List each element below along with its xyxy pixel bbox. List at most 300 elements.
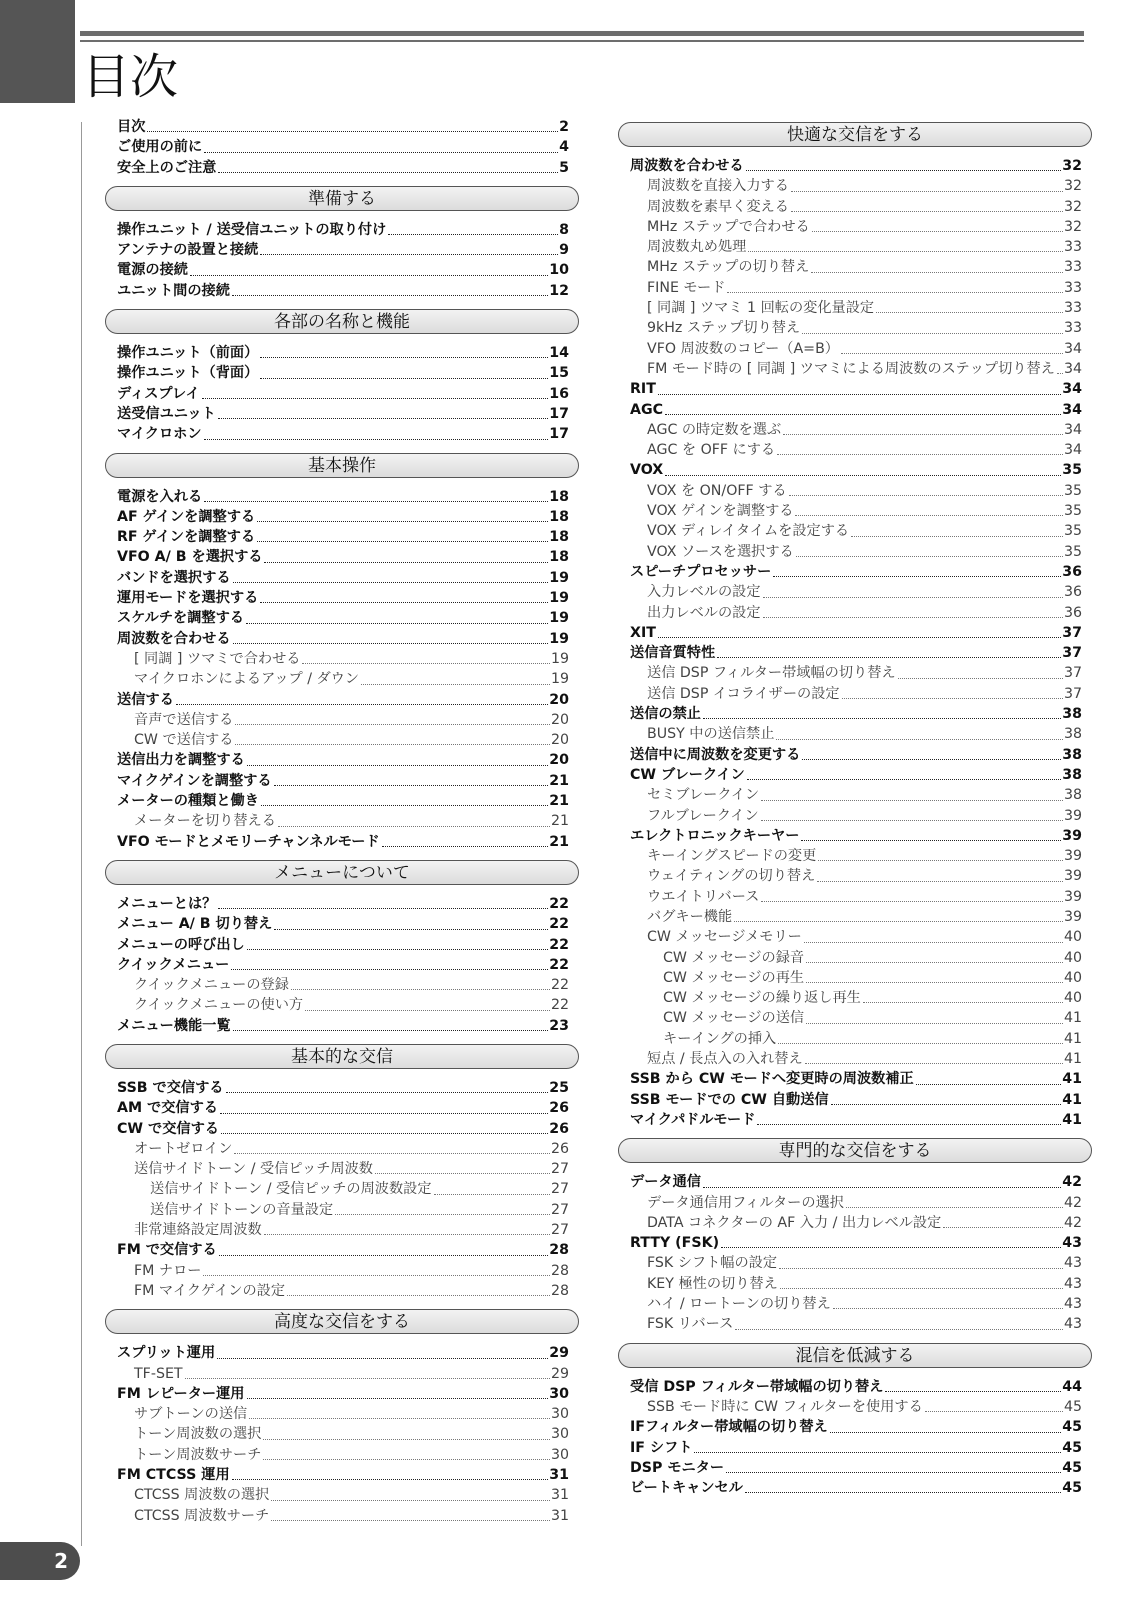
- toc-entry[interactable]: [117, 1159, 569, 1179]
- toc-entry[interactable]: [630, 866, 1082, 886]
- dot-leader: [898, 678, 1063, 679]
- toc-entry[interactable]: [630, 745, 1082, 765]
- toc-entry[interactable]: [117, 1240, 569, 1260]
- toc-entry-page: 34: [1063, 360, 1082, 377]
- toc-entry[interactable]: [630, 1377, 1082, 1397]
- dot-leader: [779, 1268, 1063, 1269]
- toc-entry[interactable]: [630, 359, 1082, 379]
- toc-entry[interactable]: [117, 487, 569, 507]
- section-heading: 快適な交信をする: [618, 122, 1092, 147]
- toc-entry[interactable]: [117, 527, 569, 547]
- toc-entry-title: エレクトロニックキーヤー: [630, 827, 800, 844]
- toc-entry[interactable]: [630, 237, 1082, 257]
- toc-entry[interactable]: [630, 1193, 1082, 1213]
- dot-leader: [885, 1391, 1061, 1392]
- toc-entry[interactable]: [630, 298, 1082, 318]
- section-heading: 高度な交信をする: [105, 1309, 579, 1334]
- toc-entry-title: 電源を入れる: [117, 488, 203, 505]
- toc-entry[interactable]: [630, 257, 1082, 277]
- toc-entry[interactable]: [117, 1098, 569, 1118]
- toc-entry-page: 27: [550, 1201, 569, 1218]
- dot-leader: [658, 637, 1061, 638]
- dot-leader: [234, 1153, 549, 1154]
- dot-leader: [302, 663, 549, 664]
- toc-entry-page: 36: [1063, 604, 1082, 621]
- toc-entry-title: 受信 DSP フィルター帯域幅の切り替え: [630, 1378, 884, 1395]
- dot-leader: [811, 272, 1063, 273]
- toc-entry[interactable]: [630, 1029, 1082, 1049]
- toc-entry[interactable]: [117, 771, 569, 791]
- toc-entry-title: 入力レベルの設定: [647, 584, 761, 601]
- toc-entry-title: CW で送信する: [134, 732, 234, 749]
- toc-entry-title: ハイ / ロートーンの切り替え: [647, 1296, 831, 1313]
- toc-entry[interactable]: [630, 704, 1082, 724]
- toc-entry-title: IFフィルター帯域幅の切り替え: [630, 1419, 828, 1436]
- toc-entry-page: 21: [549, 833, 569, 850]
- toc-entry-title: オートゼロイン: [134, 1140, 233, 1157]
- dot-leader: [658, 394, 1061, 395]
- dot-leader: [190, 275, 548, 276]
- toc-entry-page: 26: [549, 1100, 569, 1117]
- toc-entry-page: 40: [1063, 949, 1082, 966]
- toc-entry-title: FM レピーター運用: [117, 1385, 245, 1402]
- toc-entry[interactable]: [630, 603, 1082, 623]
- toc-entry[interactable]: [630, 988, 1082, 1008]
- toc-entry-title: 周波数を合わせる: [117, 630, 231, 647]
- toc-entry[interactable]: [630, 1294, 1082, 1314]
- header-rule: [80, 31, 1084, 36]
- toc-entry-title: トーン周波数サーチ: [134, 1446, 262, 1463]
- toc-entry[interactable]: [117, 1261, 569, 1281]
- dot-leader: [773, 576, 1061, 577]
- toc-entry[interactable]: [117, 975, 569, 995]
- dot-leader: [804, 942, 1063, 943]
- toc-entry-title: メーターの種類と働き: [117, 793, 259, 810]
- toc-entry[interactable]: [117, 404, 569, 424]
- toc-entry[interactable]: [630, 440, 1082, 460]
- dot-leader: [735, 1329, 1063, 1330]
- toc-entry-page: 38: [1063, 787, 1082, 804]
- toc-entry[interactable]: [630, 1417, 1082, 1437]
- toc-entry[interactable]: [630, 1274, 1082, 1294]
- toc-entry-title: VFO モードとメモリーチャンネルモード: [117, 833, 380, 850]
- page-title: 目次: [82, 49, 179, 105]
- toc-entry-title: 送信サイドトーン / 受信ピッチ周波数: [134, 1161, 373, 1178]
- toc-entry[interactable]: [117, 914, 569, 934]
- dot-leader: [876, 312, 1063, 313]
- dot-leader: [703, 718, 1061, 719]
- toc-entry[interactable]: [117, 384, 569, 404]
- toc-entry[interactable]: [117, 710, 569, 730]
- dot-leader: [761, 800, 1063, 801]
- toc-entry[interactable]: [630, 1458, 1082, 1478]
- toc-entry[interactable]: [630, 176, 1082, 196]
- toc-entry-page: 20: [549, 691, 569, 708]
- toc-entry[interactable]: [630, 887, 1082, 907]
- toc-entry-title: CW メッセージメモリー: [647, 929, 802, 946]
- toc-entry-page: 43: [1063, 1316, 1082, 1333]
- toc-entry[interactable]: [117, 1445, 569, 1465]
- toc-entry[interactable]: [117, 1343, 569, 1363]
- toc-entry-page: 37: [1062, 624, 1082, 641]
- toc-entry[interactable]: [630, 927, 1082, 947]
- toc-entry-title: マイクパドルモード: [630, 1111, 756, 1128]
- toc-entry-page: 33: [1063, 259, 1082, 276]
- toc-entry-page: 19: [549, 569, 569, 586]
- dot-leader: [264, 1234, 550, 1235]
- toc-entry-page: 36: [1063, 584, 1082, 601]
- toc-entry-title: VOX: [630, 462, 664, 479]
- toc-entry[interactable]: [117, 547, 569, 567]
- toc-entry[interactable]: [117, 1220, 569, 1240]
- toc-entry[interactable]: [630, 1110, 1082, 1130]
- toc-entry-page: 27: [550, 1181, 569, 1198]
- toc-entry-title: 運用モードを選択する: [117, 590, 259, 607]
- toc-entry-page: 32: [1063, 218, 1082, 235]
- toc-entry-title: バグキー機能: [647, 908, 733, 925]
- toc-entry[interactable]: [117, 1139, 569, 1159]
- toc-entry[interactable]: [117, 730, 569, 750]
- toc-entry[interactable]: [117, 1404, 569, 1424]
- dot-leader: [726, 1472, 1061, 1473]
- toc-entry-page: 41: [1063, 1051, 1082, 1068]
- toc-entry[interactable]: [630, 460, 1082, 480]
- toc-entry[interactable]: [117, 669, 569, 689]
- toc-entry[interactable]: [630, 400, 1082, 420]
- toc-entry-title: マイクロホンによるアップ / ダウン: [134, 671, 360, 688]
- dot-leader: [257, 521, 548, 522]
- toc-entry-page: 22: [549, 895, 569, 912]
- toc-entry[interactable]: [630, 643, 1082, 663]
- toc-entry[interactable]: [630, 724, 1082, 744]
- toc-entry[interactable]: [630, 420, 1082, 440]
- dot-leader: [806, 1023, 1063, 1024]
- toc-entry[interactable]: [117, 649, 569, 669]
- toc-entry-page: 39: [1063, 908, 1082, 925]
- toc-entry[interactable]: [630, 1233, 1082, 1253]
- toc-entry[interactable]: [117, 1179, 569, 1199]
- toc-entry[interactable]: [630, 1438, 1082, 1458]
- toc-entry[interactable]: [630, 278, 1082, 298]
- toc-entry-page: 20: [550, 732, 569, 749]
- toc-entry-title: AGC を OFF にする: [647, 442, 776, 459]
- dot-leader: [802, 759, 1061, 760]
- toc-entry-page: 45: [1062, 1480, 1082, 1497]
- toc-entry-page: 36: [1062, 563, 1082, 580]
- toc-entry[interactable]: [117, 894, 569, 914]
- toc-entry[interactable]: [117, 1200, 569, 1220]
- toc-entry-title: データ通信用フィルターの選択: [647, 1194, 844, 1211]
- toc-entry[interactable]: [630, 318, 1082, 338]
- toc-entry[interactable]: [117, 240, 569, 260]
- toc-entry-page: 22: [549, 916, 569, 933]
- toc-entry-title: FINE モード: [647, 279, 726, 296]
- toc-entry[interactable]: [630, 197, 1082, 217]
- toc-entry[interactable]: [630, 785, 1082, 805]
- toc-entry-title: CW メッセージの録音: [663, 949, 805, 966]
- toc-entry[interactable]: [630, 217, 1082, 237]
- toc-entry-title: SSB で交信する: [117, 1079, 224, 1096]
- toc-entry[interactable]: [630, 481, 1082, 501]
- toc-entry[interactable]: [630, 1069, 1082, 1089]
- toc-entry[interactable]: [117, 791, 569, 811]
- toc-entry[interactable]: [117, 1485, 569, 1505]
- toc-entry-page: 29: [549, 1345, 569, 1362]
- toc-entry-title: FM で交信する: [117, 1242, 217, 1259]
- toc-entry-title: CW で交信する: [117, 1120, 219, 1137]
- toc-entry-page: 30: [549, 1385, 569, 1402]
- dot-leader: [247, 949, 549, 950]
- toc-entry[interactable]: [117, 629, 569, 649]
- toc-entry[interactable]: [117, 1364, 569, 1384]
- toc-entry[interactable]: [630, 826, 1082, 846]
- toc-entry[interactable]: [117, 1016, 569, 1036]
- dot-leader: [257, 541, 548, 542]
- dot-leader: [925, 1411, 1063, 1412]
- toc-entry-title: SSB から CW モードへ変更時の周波数補正: [630, 1071, 914, 1088]
- dot-leader: [717, 657, 1061, 658]
- toc-entry[interactable]: [117, 363, 569, 383]
- toc-entry-page: 27: [550, 1161, 569, 1178]
- toc-entry[interactable]: [630, 339, 1082, 359]
- toc-entry[interactable]: [117, 137, 569, 157]
- toc-entry[interactable]: [117, 507, 569, 527]
- dot-leader: [231, 969, 548, 970]
- dot-leader: [335, 1214, 550, 1215]
- toc-entry-title: VOX ソースを選択する: [647, 543, 794, 560]
- toc-entry[interactable]: [630, 846, 1082, 866]
- toc-entry-title: スケルチを調整する: [117, 610, 244, 627]
- dot-leader: [943, 1227, 1063, 1228]
- toc-entry[interactable]: [630, 562, 1082, 582]
- toc-entry[interactable]: [630, 968, 1082, 988]
- toc-entry-title: 周波数を合わせる: [630, 158, 744, 174]
- toc-entry-title: 送信サイドトーン / 受信ピッチの周波数設定: [150, 1181, 432, 1198]
- page-number: 2: [0, 1542, 80, 1580]
- dot-leader: [748, 251, 1063, 252]
- toc-entry-page: 15: [549, 365, 569, 382]
- toc-entry-page: 25: [549, 1079, 569, 1096]
- dot-leader: [830, 1432, 1062, 1433]
- toc-entry[interactable]: [117, 1465, 569, 1485]
- toc-entry-page: 37: [1063, 665, 1082, 682]
- dot-leader: [382, 846, 549, 847]
- toc-entry-title: 操作ユニット / 送受信ユニットの取り付け: [117, 221, 387, 238]
- toc-entry-title: VOX ゲインを調整する: [647, 503, 794, 520]
- toc-entry-page: 17: [549, 426, 569, 443]
- toc-entry-page: 33: [1063, 239, 1082, 256]
- toc-entry[interactable]: [630, 623, 1082, 643]
- dot-leader: [388, 234, 558, 235]
- toc-entry-page: 42: [1063, 1194, 1082, 1211]
- dot-leader: [665, 414, 1061, 415]
- toc-entry[interactable]: [630, 684, 1082, 704]
- toc-entry[interactable]: [630, 1253, 1082, 1273]
- toc-entry[interactable]: [117, 811, 569, 831]
- toc-entry[interactable]: [630, 501, 1082, 521]
- dot-leader: [763, 617, 1063, 618]
- toc-entry[interactable]: [117, 424, 569, 444]
- toc-entry[interactable]: [630, 765, 1082, 785]
- toc-entry-page: 41: [1062, 1111, 1082, 1128]
- toc-entry[interactable]: [630, 1213, 1082, 1233]
- toc-entry-title: CW メッセージの繰り返し再生: [663, 990, 861, 1007]
- toc-entry-title: 送信 DSP フィルター帯域幅の切り替え: [647, 665, 896, 682]
- toc-entry[interactable]: [117, 832, 569, 852]
- toc-entry-title: KEY 極性の切り替え: [647, 1275, 778, 1292]
- toc-entry-title: FSK リバース: [647, 1316, 734, 1333]
- section-heading: メニューについて: [105, 860, 579, 885]
- toc-entry[interactable]: [630, 948, 1082, 968]
- toc-entry[interactable]: [117, 1424, 569, 1444]
- toc-entry[interactable]: [117, 568, 569, 588]
- toc-entry-title: CW メッセージの再生: [663, 969, 805, 986]
- toc-entry[interactable]: [630, 156, 1082, 176]
- toc-entry[interactable]: [630, 806, 1082, 826]
- toc-entry-title: FM モード時の [ 同調 ] ツマミによる周波数のステップ切り替え: [647, 360, 1055, 377]
- dot-leader: [831, 1104, 1062, 1105]
- toc-entry-page: 17: [549, 405, 569, 422]
- toc-entry[interactable]: [630, 582, 1082, 602]
- toc-entry-title: CW メッセージの送信: [663, 1010, 805, 1027]
- toc-entry[interactable]: [117, 995, 569, 1015]
- toc-entry[interactable]: [630, 1090, 1082, 1110]
- dot-leader: [249, 1418, 550, 1419]
- toc-entry[interactable]: [630, 521, 1082, 541]
- toc-entry[interactable]: [117, 750, 569, 770]
- toc-entry-page: 10: [549, 262, 569, 279]
- toc-entry-title: RF ゲインを調整する: [117, 529, 256, 546]
- toc-entry-page: 34: [1063, 340, 1082, 357]
- toc-entry-page: 35: [1063, 523, 1082, 540]
- toc-entry-page: 16: [549, 385, 569, 402]
- toc-entry[interactable]: [117, 158, 569, 178]
- dot-leader: [791, 191, 1063, 192]
- toc-entry[interactable]: [117, 1506, 569, 1526]
- toc-entry-page: 26: [549, 1120, 569, 1137]
- toc-entry[interactable]: [117, 1384, 569, 1404]
- toc-entry-page: 44: [1062, 1378, 1082, 1395]
- dot-leader: [746, 170, 1062, 171]
- toc-entry-page: 5: [559, 159, 569, 176]
- toc-entry-page: 4: [559, 139, 569, 156]
- toc-entry-title: VFO A/ B を選択する: [117, 549, 263, 566]
- toc-entry-title: メニューの呼び出し: [117, 936, 245, 953]
- toc-entry[interactable]: [630, 542, 1082, 562]
- toc-entry[interactable]: [117, 1119, 569, 1139]
- toc-entry-page: 40: [1063, 990, 1082, 1007]
- toc-entry-page: 19: [550, 671, 569, 688]
- dot-leader: [665, 475, 1061, 476]
- dot-leader: [261, 805, 548, 806]
- toc-entry[interactable]: [630, 1397, 1082, 1417]
- toc-entry[interactable]: [117, 220, 569, 240]
- toc-entry-page: 39: [1063, 848, 1082, 865]
- toc-entry-title: マイクゲインを調整する: [117, 772, 272, 789]
- dot-leader: [747, 779, 1061, 780]
- section-heading: 専門的な交信をする: [618, 1138, 1092, 1163]
- toc-entry-page: 30: [550, 1426, 569, 1443]
- dot-leader: [812, 231, 1063, 232]
- dot-leader: [232, 1479, 549, 1480]
- header-rule-thin: [80, 40, 1084, 42]
- dot-leader: [833, 1308, 1063, 1309]
- toc-entry-page: 31: [550, 1507, 569, 1524]
- toc-entry[interactable]: [117, 343, 569, 363]
- toc-entry-title: 非常連絡設定周波数: [134, 1222, 262, 1239]
- toc-entry[interactable]: [117, 935, 569, 955]
- toc-entry[interactable]: [117, 281, 569, 301]
- toc-entry[interactable]: [117, 690, 569, 710]
- toc-entry-page: 18: [549, 529, 569, 546]
- toc-entry-title: VOX を ON/OFF する: [647, 482, 787, 499]
- toc-entry-title: ビートキャンセル: [630, 1480, 743, 1497]
- dot-leader: [761, 901, 1063, 902]
- toc-entry[interactable]: [117, 1281, 569, 1301]
- toc-entry[interactable]: [117, 1078, 569, 1098]
- dot-leader: [246, 623, 548, 624]
- toc-entry[interactable]: [117, 117, 569, 137]
- toc-entry-page: 39: [1063, 807, 1082, 824]
- toc-entry-title: クイックメニューの使い方: [134, 997, 304, 1014]
- dot-leader: [217, 1358, 548, 1359]
- toc-entry[interactable]: [630, 1478, 1082, 1498]
- toc-entry-title: 送受信ユニット: [117, 405, 216, 422]
- toc-entry[interactable]: [630, 1049, 1082, 1069]
- dot-leader: [226, 1092, 549, 1093]
- toc-entry[interactable]: [630, 663, 1082, 683]
- toc-entry[interactable]: [117, 588, 569, 608]
- dot-leader: [204, 439, 549, 440]
- dot-leader: [795, 515, 1062, 516]
- toc-entry[interactable]: [630, 379, 1082, 399]
- toc-entry-page: 34: [1062, 401, 1082, 418]
- dot-leader: [235, 744, 550, 745]
- toc-entry[interactable]: [630, 1314, 1082, 1334]
- toc-entry-title: データ通信: [630, 1174, 701, 1191]
- dot-leader: [851, 536, 1063, 537]
- toc-entry-page: 38: [1062, 766, 1082, 783]
- toc-entry-title: AM で交信する: [117, 1100, 218, 1117]
- dot-leader: [247, 1398, 549, 1399]
- toc-entry-title: アンテナの設置と接続: [117, 242, 259, 259]
- toc-entry-title: 9kHz ステップ切り替え: [647, 320, 801, 337]
- toc-entry-page: 26: [550, 1140, 569, 1157]
- toc-entry-title: スプリット運用: [117, 1345, 216, 1362]
- dot-leader: [218, 908, 548, 909]
- dot-leader: [305, 1010, 550, 1011]
- dot-leader: [806, 962, 1063, 963]
- toc-entry-page: 21: [550, 813, 569, 830]
- dot-leader: [220, 1113, 548, 1114]
- section-heading: 混信を低減する: [618, 1343, 1092, 1368]
- toc-entry-title: TF-SET: [134, 1365, 183, 1382]
- dot-leader: [202, 398, 549, 399]
- toc-entry[interactable]: [117, 260, 569, 280]
- toc-entry[interactable]: [630, 907, 1082, 927]
- toc-entry[interactable]: [117, 608, 569, 628]
- toc-entry[interactable]: [630, 1172, 1082, 1192]
- dot-leader: [777, 454, 1063, 455]
- dot-leader: [291, 989, 550, 990]
- dot-leader: [791, 211, 1063, 212]
- dot-leader: [796, 556, 1063, 557]
- toc-entry-page: 22: [549, 956, 569, 973]
- dot-leader: [218, 172, 558, 173]
- toc-entry[interactable]: [117, 955, 569, 975]
- toc-entry[interactable]: [630, 1008, 1082, 1028]
- toc-entry-page: 45: [1063, 1398, 1082, 1415]
